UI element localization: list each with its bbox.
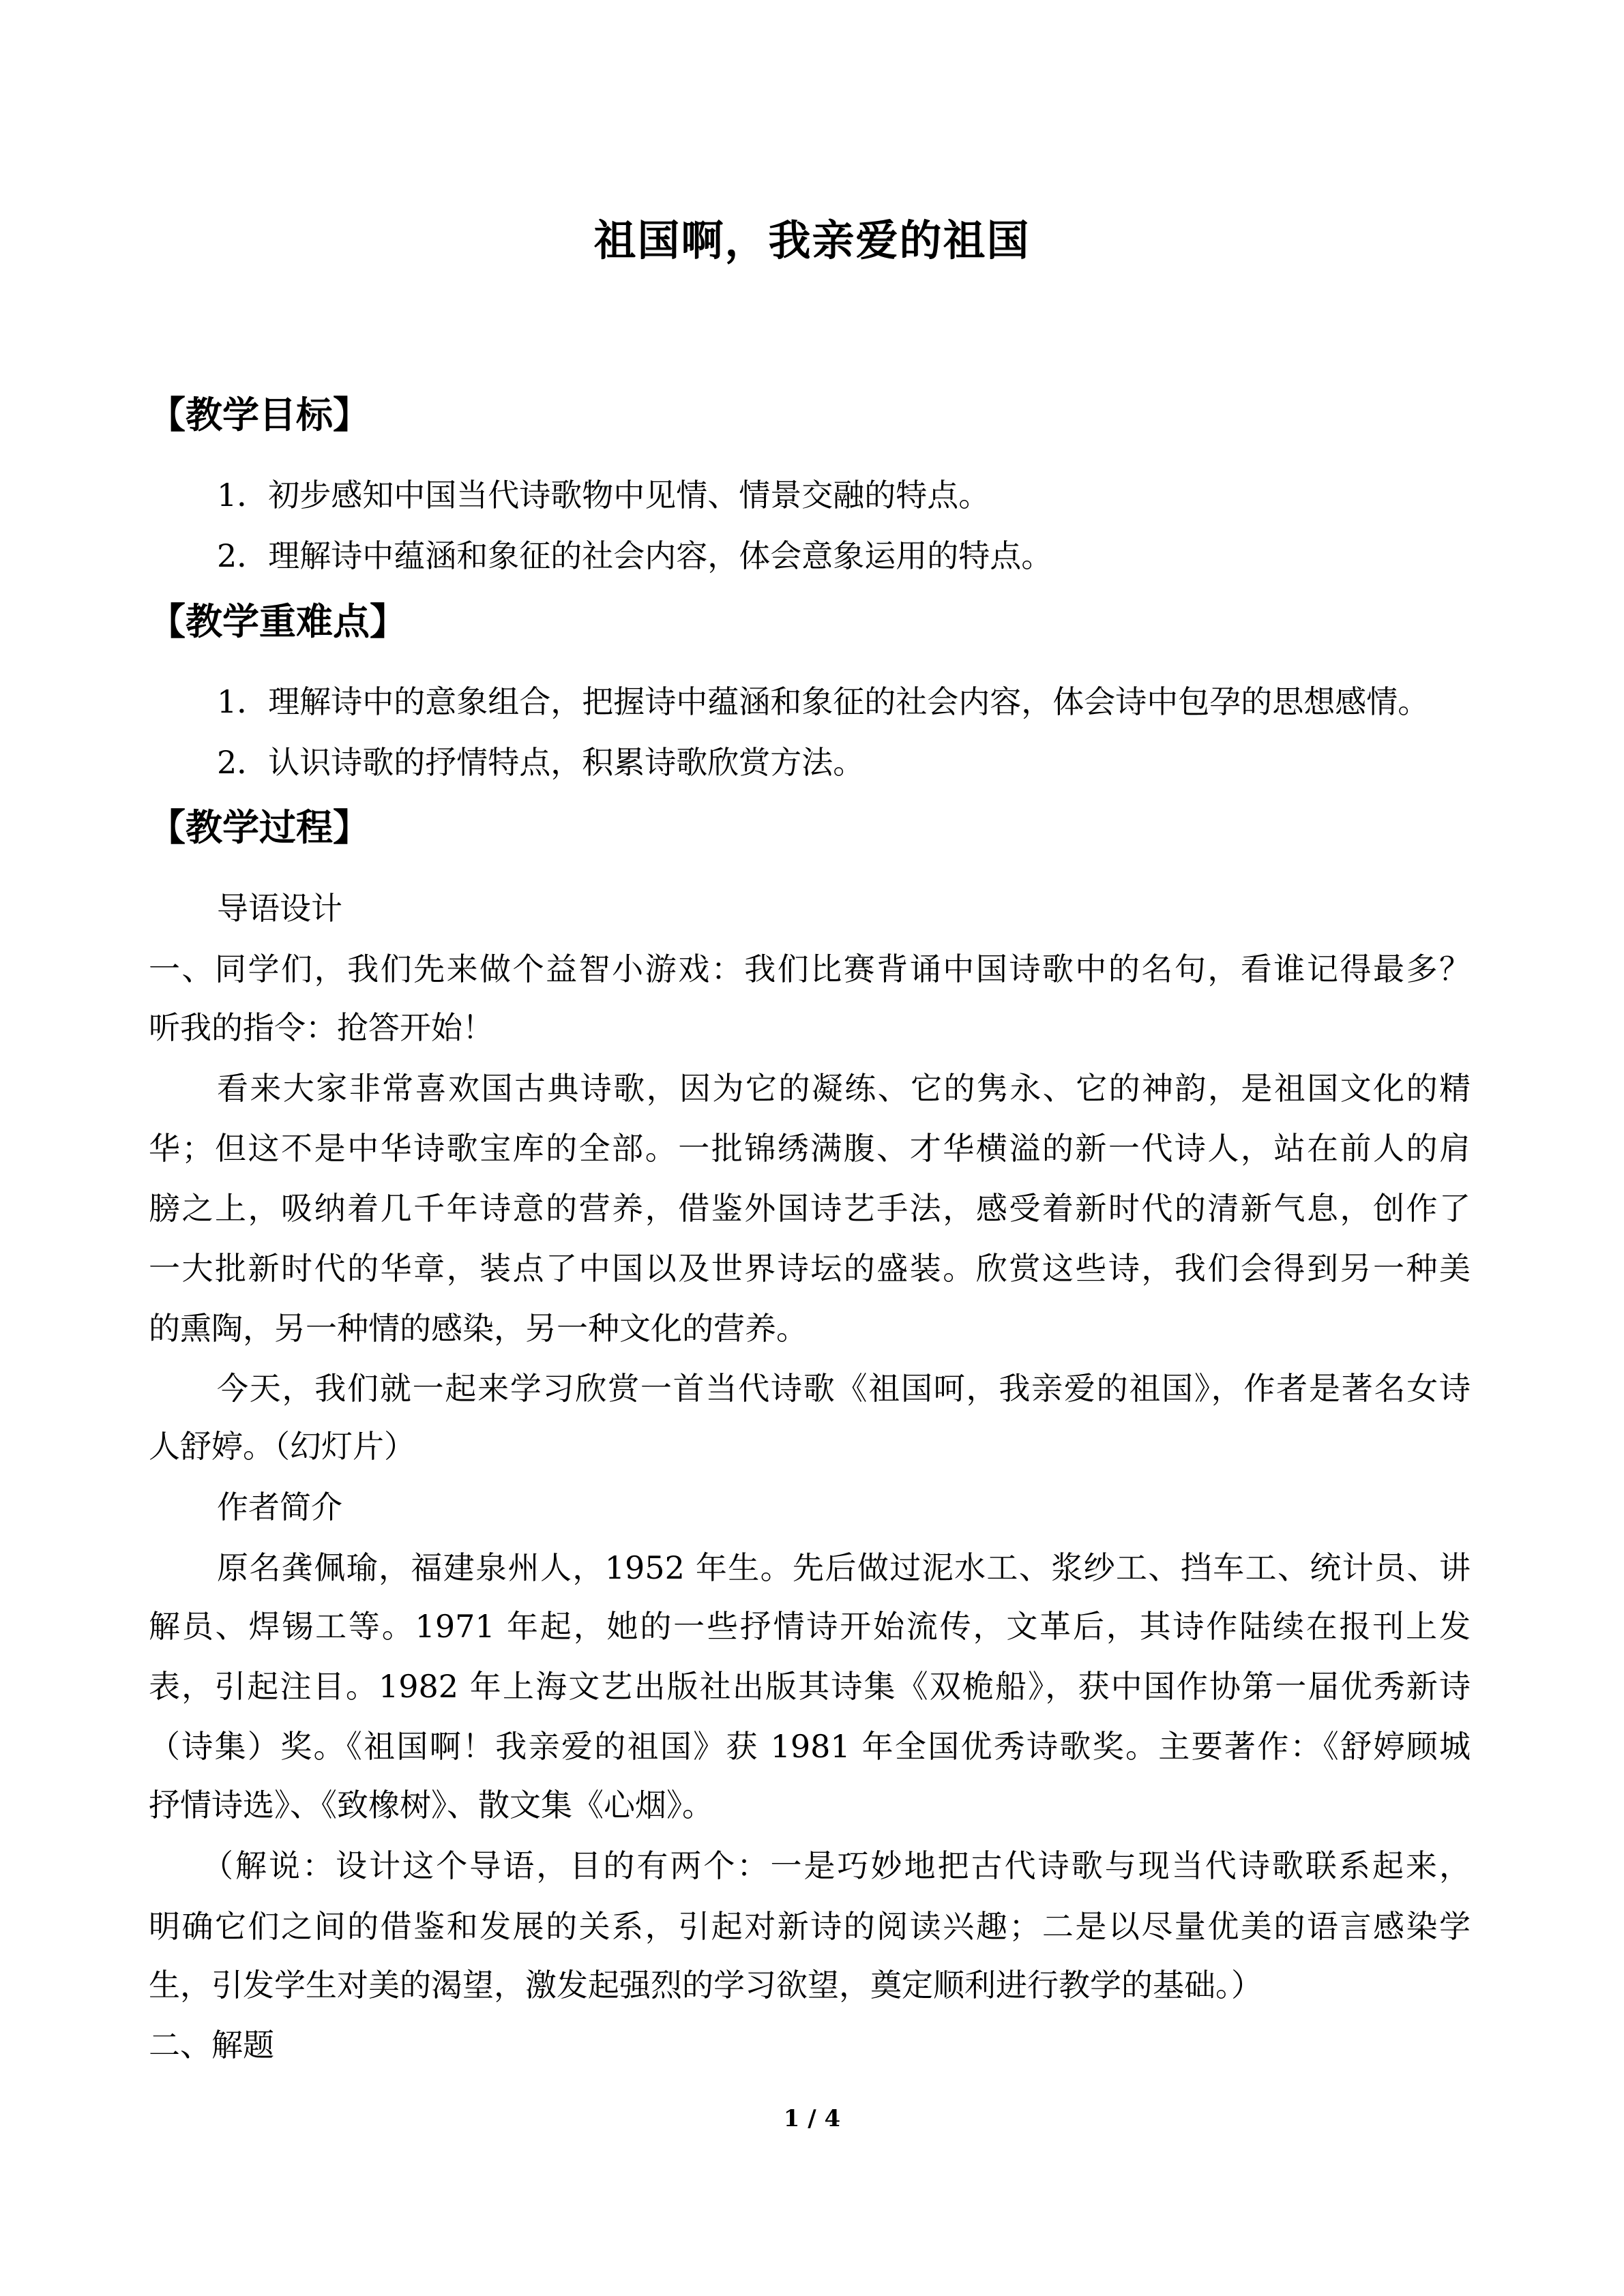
section-heading-goals: 【教学目标】 <box>149 393 370 436</box>
paragraph-line: 的熏陶，另一种情的感染，另一种文化的营养。 <box>149 1310 808 1347</box>
paragraph-line: 原名龚佩瑜，福建泉州人，1952 年生。先后做过泥水工、浆纱工、挡车工、统计员、讲 <box>217 1549 1471 1586</box>
paragraph-line: 作者简介 <box>217 1489 342 1525</box>
paragraph-line: （解说：设计这个导语，目的有两个：一是巧妙地把古代诗歌与现当代诗歌联系起来， <box>202 1847 1471 1884</box>
paragraph-line: 二、解题 <box>149 2027 274 2063</box>
paragraph-line: 华；但这不是中华诗歌宝库的全部。一批锦绣满腹、才华横溢的新一代诗人，站在前人的肩 <box>149 1130 1471 1167</box>
paragraph-line: （诗集）奖。《祖国啊！我亲爱的祖国》获 1981 年全国优秀诗歌奖。主要著作：《舒婷顾城 <box>149 1728 1471 1765</box>
paragraph-line: 一大批新时代的华章，装点了中国以及世界诗坛的盛装。欣赏这些诗，我们会得到另一种美 <box>149 1250 1471 1287</box>
keypoint-item: 2．认识诗歌的抒情特点，积累诗歌欣赏方法。 <box>217 744 865 781</box>
paragraph-line: 表，引起注目。1982 年上海文艺出版社出版其诗集《双桅船》，获中国作协第一届优秀新诗 <box>149 1668 1471 1705</box>
paragraph-line: 导语设计 <box>217 890 342 927</box>
paragraph-line: 抒情诗选》、《致橡树》、散文集《心烟》。 <box>149 1787 713 1823</box>
paragraph-line: 人舒婷。（幻灯片） <box>149 1428 415 1465</box>
paragraph-line: 看来大家非常喜欢国古典诗歌，因为它的凝练、它的隽永、它的神韵，是祖国文化的精 <box>217 1070 1471 1107</box>
paragraph-line: 一、同学们，我们先来做个益智小游戏：我们比赛背诵中国诗歌中的名句，看谁记得最多？ <box>149 951 1471 987</box>
paragraph-line: 听我的指令：抢答开始！ <box>149 1009 494 1046</box>
page-number: 1 / 4 <box>783 2105 841 2132</box>
document-title: 祖国啊，我亲爱的祖国 <box>593 215 1031 265</box>
goal-item: 1．初步感知中国当代诗歌物中见情、情景交融的特点。 <box>217 477 990 513</box>
paragraph-line: 解员、焊锡工等。1971 年起，她的一些抒情诗开始流传，文革后，其诗作陆续在报刊上发 <box>149 1608 1471 1645</box>
paragraph-line: 膀之上，吸纳着几千年诗意的营养，借鉴外国诗艺手法，感受着新时代的清新气息，创作了 <box>149 1190 1471 1227</box>
keypoint-item: 1．理解诗中的意象组合，把握诗中蕴涵和象征的社会内容，体会诗中包孕的思想感情。 <box>217 683 1430 720</box>
section-heading-process: 【教学过程】 <box>149 805 370 849</box>
paragraph-line: 今天，我们就一起来学习欣赏一首当代诗歌《祖国呵，我亲爱的祖国》，作者是著名女诗 <box>217 1370 1471 1407</box>
goal-item: 2．理解诗中蕴涵和象征的社会内容，体会意象运用的特点。 <box>217 537 1053 574</box>
paragraph-line: 生，引发学生对美的渴望，激发起强烈的学习欲望，奠定顺利进行教学的基础。） <box>149 1967 1263 2003</box>
paragraph-line: 明确它们之间的借鉴和发展的关系，引起对新诗的阅读兴趣；二是以尽量优美的语言感染学 <box>149 1908 1471 1945</box>
section-heading-keypoints: 【教学重难点】 <box>149 599 407 643</box>
